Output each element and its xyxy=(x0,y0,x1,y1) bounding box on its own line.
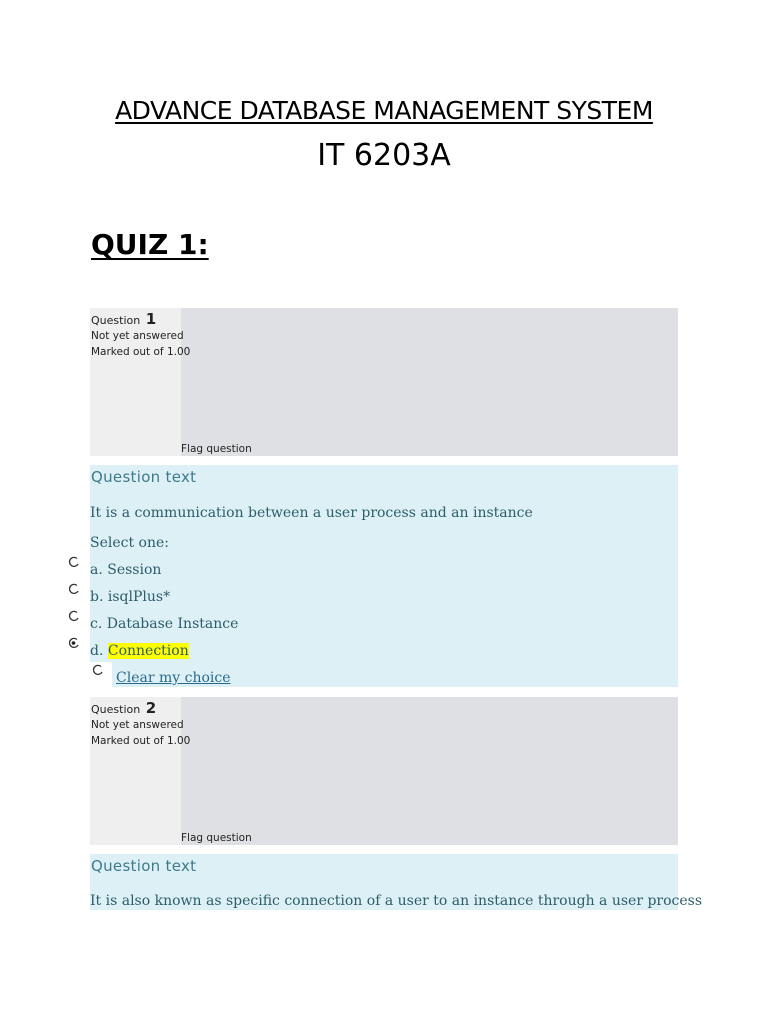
question-1-info xyxy=(90,308,678,456)
question-2-content xyxy=(90,854,703,910)
course-code: IT 6203A xyxy=(317,138,451,173)
option-b[interactable] xyxy=(90,589,170,605)
radio-underline xyxy=(60,574,90,576)
question-2-label xyxy=(91,699,156,717)
option-d[interactable] xyxy=(90,643,189,659)
option-label: isqlPlus* xyxy=(107,589,171,605)
question-1-flag-link[interactable]: Flag question xyxy=(181,443,252,455)
question-1-text-heading: Question text xyxy=(91,468,197,486)
question-1-prompt: Select one: xyxy=(90,535,170,551)
question-label-text: Question xyxy=(91,703,141,716)
radio-option-a-icon[interactable] xyxy=(68,556,80,568)
option-c[interactable] xyxy=(90,616,238,632)
radio-clear-icon[interactable] xyxy=(92,664,104,676)
quiz-heading: QUIZ 1: xyxy=(91,228,209,261)
clear-choice-link[interactable]: Clear my choice xyxy=(116,670,231,686)
question-1-state: Not yet answered xyxy=(91,330,184,342)
question-2-grade: Marked out of 1.00 xyxy=(91,735,191,747)
document-title: ADVANCE DATABASE MANAGEMENT SYSTEM xyxy=(115,96,653,125)
question-1-text: It is a communication between a user process and an instance xyxy=(90,505,533,521)
option-label-highlighted: Connection xyxy=(107,643,189,659)
question-1-label xyxy=(91,310,156,328)
question-2-text-heading: Question text xyxy=(91,857,197,875)
radio-option-c-icon[interactable] xyxy=(68,610,80,622)
question-number: 2 xyxy=(145,699,157,717)
radio-option-d-selected-icon[interactable] xyxy=(68,637,80,649)
option-letter: d. xyxy=(90,643,104,659)
radio-option-b-icon[interactable] xyxy=(68,583,80,595)
question-number: 1 xyxy=(145,310,157,328)
option-letter: a. xyxy=(90,562,103,578)
option-label: Session xyxy=(107,562,162,578)
question-2-info xyxy=(90,697,678,845)
question-2-text: It is also known as specific connection of a user to an instance through a user process xyxy=(90,893,703,909)
option-a[interactable] xyxy=(90,562,161,578)
option-letter: b. xyxy=(90,589,104,605)
option-label: Database Instance xyxy=(106,616,239,632)
question-label-text: Question xyxy=(91,314,141,327)
question-2-flag-link[interactable]: Flag question xyxy=(181,832,252,844)
option-letter: c. xyxy=(90,616,103,632)
question-1-grade: Marked out of 1.00 xyxy=(91,346,191,358)
question-1-content xyxy=(90,465,678,687)
question-2-state: Not yet answered xyxy=(91,719,184,731)
